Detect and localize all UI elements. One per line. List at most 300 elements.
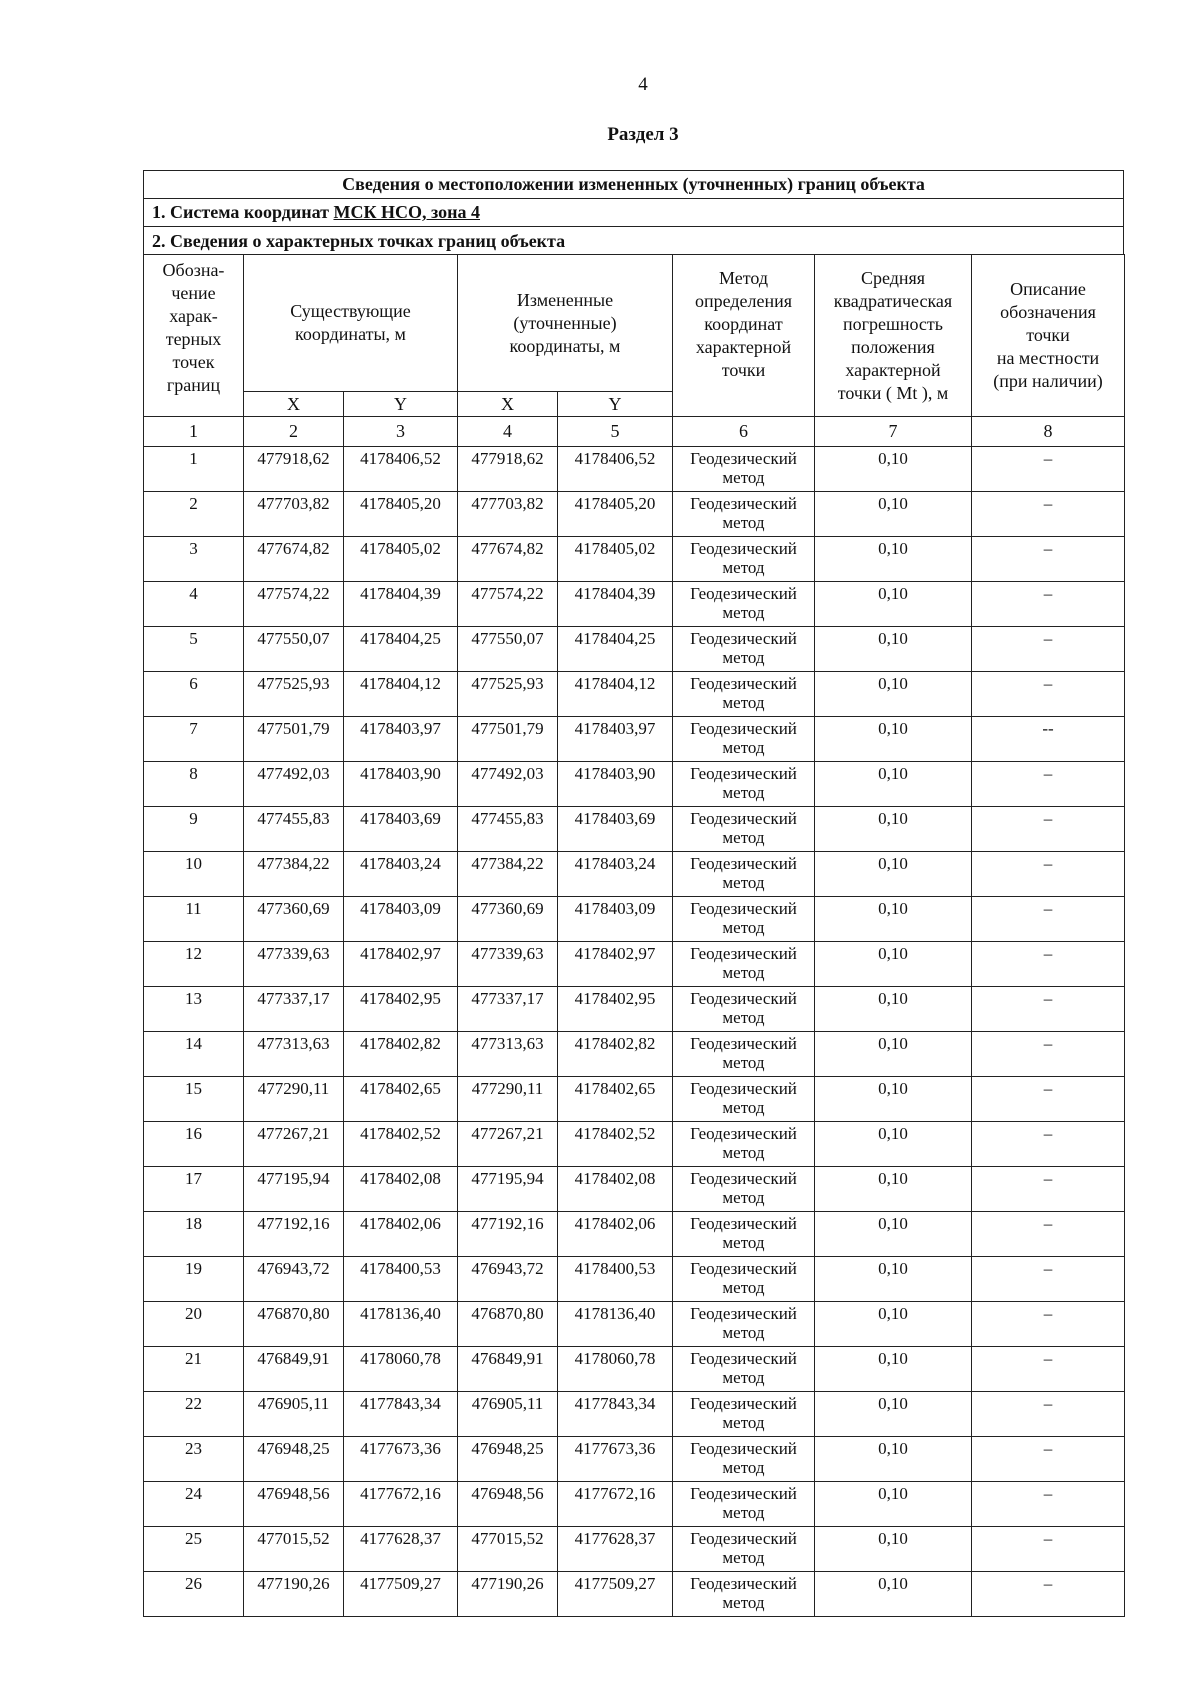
changed-y: 4178403,69: [558, 807, 673, 852]
header-method: [673, 255, 815, 417]
mean-error: 0,10: [815, 672, 972, 717]
header-line: (при наличии): [993, 371, 1103, 391]
point-description: –: [972, 942, 1125, 987]
existing-y: 4178403,97: [344, 717, 458, 762]
method-line: метод: [722, 1413, 765, 1432]
existing-x: 477501,79: [244, 717, 344, 762]
header-line: чение: [171, 283, 216, 303]
point-description: –: [972, 1077, 1125, 1122]
method-line: Геодезический: [690, 494, 797, 513]
point-number: 26: [144, 1572, 244, 1617]
header-line: Средняя: [860, 268, 926, 288]
method-line: Геодезический: [690, 1439, 797, 1458]
method: [673, 717, 815, 762]
coord-system-label: 1. Система координат: [152, 202, 329, 222]
mean-error: 0,10: [815, 942, 972, 987]
method: [673, 1257, 815, 1302]
point-number: 16: [144, 1122, 244, 1167]
section-title: Раздел 3: [607, 124, 679, 145]
header-existing-coords: [244, 255, 458, 392]
existing-x: 476849,91: [244, 1347, 344, 1392]
existing-y: 4178405,02: [344, 537, 458, 582]
point-description: –: [972, 582, 1125, 627]
point-description: –: [972, 1167, 1125, 1212]
changed-y: 4178400,53: [558, 1257, 673, 1302]
changed-x: 476948,56: [458, 1482, 558, 1527]
existing-x: 477267,21: [244, 1122, 344, 1167]
method: [673, 762, 815, 807]
existing-y: 4178405,20: [344, 492, 458, 537]
changed-y: 4178405,20: [558, 492, 673, 537]
existing-x: 477015,52: [244, 1527, 344, 1572]
changed-y: 4178403,90: [558, 762, 673, 807]
existing-y: 4178402,65: [344, 1077, 458, 1122]
existing-y: 4177843,34: [344, 1392, 458, 1437]
existing-y: 4177628,37: [344, 1527, 458, 1572]
method-line: метод: [722, 1323, 765, 1342]
header-line: обозначения: [1000, 302, 1096, 322]
method-line: Геодезический: [690, 1259, 797, 1278]
method-line: метод: [722, 963, 765, 982]
method-line: Геодезический: [690, 944, 797, 963]
point-number: 8: [144, 762, 244, 807]
column-number: 8: [972, 417, 1125, 447]
table-row: [144, 717, 1125, 762]
point-description: –: [972, 1212, 1125, 1257]
method-line: метод: [722, 1368, 765, 1387]
mean-error: 0,10: [815, 762, 972, 807]
method-line: Геодезический: [690, 1484, 797, 1503]
method-line: Геодезический: [690, 1169, 797, 1188]
changed-y: 4178406,52: [558, 447, 673, 492]
changed-x: 477267,21: [458, 1122, 558, 1167]
existing-y: 4178402,06: [344, 1212, 458, 1257]
method: [673, 1482, 815, 1527]
point-number: 6: [144, 672, 244, 717]
changed-y: 4178402,52: [558, 1122, 673, 1167]
table-row: [144, 1347, 1125, 1392]
point-number: 20: [144, 1302, 244, 1347]
mean-error: 0,10: [815, 1572, 972, 1617]
header-line: координаты, м: [295, 324, 406, 344]
existing-x: 476905,11: [244, 1392, 344, 1437]
header-line: точки: [1026, 325, 1070, 345]
column-number: 5: [558, 417, 673, 447]
mean-error: 0,10: [815, 1527, 972, 1572]
existing-y: 4178402,82: [344, 1032, 458, 1077]
method-line: Геодезический: [690, 539, 797, 558]
method: [673, 672, 815, 717]
changed-y: 4177843,34: [558, 1392, 673, 1437]
table-row: [144, 1437, 1125, 1482]
point-number: 24: [144, 1482, 244, 1527]
existing-x: 477550,07: [244, 627, 344, 672]
existing-x: 477190,26: [244, 1572, 344, 1617]
header-point-designation: [144, 255, 244, 417]
existing-x: 477384,22: [244, 852, 344, 897]
point-description: –: [972, 897, 1125, 942]
point-number: 18: [144, 1212, 244, 1257]
method: [673, 537, 815, 582]
point-description: –: [972, 1122, 1125, 1167]
table-row: [144, 987, 1125, 1032]
mean-error: 0,10: [815, 717, 972, 762]
header-line: характерной: [845, 360, 941, 380]
changed-y: 4177628,37: [558, 1527, 673, 1572]
method-line: метод: [722, 1503, 765, 1522]
method: [673, 627, 815, 672]
point-number: 17: [144, 1167, 244, 1212]
method-line: метод: [722, 693, 765, 712]
point-description: –: [972, 1437, 1125, 1482]
changed-y: 4178402,06: [558, 1212, 673, 1257]
existing-y: 4178404,25: [344, 627, 458, 672]
method-line: Геодезический: [690, 1394, 797, 1413]
method-line: метод: [722, 1278, 765, 1297]
point-number: 3: [144, 537, 244, 582]
method-line: метод: [722, 648, 765, 667]
existing-y: 4178400,53: [344, 1257, 458, 1302]
mean-error: 0,10: [815, 987, 972, 1032]
mean-error: 0,10: [815, 627, 972, 672]
header-line: Существующие: [290, 301, 411, 321]
points-table: [143, 254, 1125, 1617]
method-line: метод: [722, 828, 765, 847]
existing-y: 4178404,12: [344, 672, 458, 717]
point-number: 25: [144, 1527, 244, 1572]
changed-x: 476948,25: [458, 1437, 558, 1482]
point-description: –: [972, 1347, 1125, 1392]
table-row: [144, 492, 1125, 537]
table-row: [144, 1257, 1125, 1302]
changed-x: 477195,94: [458, 1167, 558, 1212]
existing-x: 477313,63: [244, 1032, 344, 1077]
column-number: 7: [815, 417, 972, 447]
mean-error: 0,10: [815, 582, 972, 627]
header-changed-coords: [458, 255, 673, 392]
method: [673, 897, 815, 942]
method: [673, 987, 815, 1032]
method: [673, 1437, 815, 1482]
point-number: 14: [144, 1032, 244, 1077]
header-x-changed: X: [458, 392, 558, 417]
method-line: Геодезический: [690, 1034, 797, 1053]
existing-y: 4178403,24: [344, 852, 458, 897]
changed-x: 477192,16: [458, 1212, 558, 1257]
existing-y: 4178406,52: [344, 447, 458, 492]
method-line: метод: [722, 918, 765, 937]
changed-y: 4178136,40: [558, 1302, 673, 1347]
header-y-existing: Y: [344, 392, 458, 417]
changed-y: 4178402,82: [558, 1032, 673, 1077]
point-description: –: [972, 1527, 1125, 1572]
existing-y: 4177673,36: [344, 1437, 458, 1482]
mean-error: 0,10: [815, 1212, 972, 1257]
method-line: метод: [722, 1458, 765, 1477]
method-line: Геодезический: [690, 1124, 797, 1143]
changed-x: 477384,22: [458, 852, 558, 897]
existing-x: 477703,82: [244, 492, 344, 537]
existing-y: 4177509,27: [344, 1572, 458, 1617]
method-line: метод: [722, 1233, 765, 1252]
existing-y: 4178403,09: [344, 897, 458, 942]
point-number: 21: [144, 1347, 244, 1392]
method: [673, 1527, 815, 1572]
changed-x: 477918,62: [458, 447, 558, 492]
method: [673, 1212, 815, 1257]
method: [673, 582, 815, 627]
table-row: [144, 1392, 1125, 1437]
mean-error: 0,10: [815, 852, 972, 897]
changed-x: 477455,83: [458, 807, 558, 852]
page-number: 4: [638, 74, 648, 95]
changed-y: 4178402,08: [558, 1167, 673, 1212]
method-line: Геодезический: [690, 854, 797, 873]
existing-y: 4178402,97: [344, 942, 458, 987]
header-line: точек: [172, 352, 215, 372]
header-mean-error: [815, 255, 972, 417]
mean-error: 0,10: [815, 897, 972, 942]
changed-y: 4178403,09: [558, 897, 673, 942]
mean-error: 0,10: [815, 1392, 972, 1437]
table-row: [144, 447, 1125, 492]
point-description: --: [972, 717, 1125, 762]
method: [673, 1077, 815, 1122]
point-number: 10: [144, 852, 244, 897]
changed-y: 4178402,65: [558, 1077, 673, 1122]
point-number: 5: [144, 627, 244, 672]
point-number: 4: [144, 582, 244, 627]
method: [673, 1167, 815, 1212]
changed-x: 477337,17: [458, 987, 558, 1032]
method-line: метод: [722, 738, 765, 757]
header-line: точки: [721, 360, 766, 380]
method-line: Геодезический: [690, 449, 797, 468]
point-description: –: [972, 1032, 1125, 1077]
existing-x: 477574,22: [244, 582, 344, 627]
point-number: 23: [144, 1437, 244, 1482]
mean-error: 0,10: [815, 1032, 972, 1077]
changed-x: 477550,07: [458, 627, 558, 672]
method-line: Геодезический: [690, 719, 797, 738]
point-description: –: [972, 627, 1125, 672]
method: [673, 447, 815, 492]
column-number: 2: [244, 417, 344, 447]
header-line: харак-: [169, 306, 218, 326]
column-number-row: [144, 417, 1125, 447]
header-line: Обозна-: [162, 260, 225, 280]
table-row: [144, 1302, 1125, 1347]
header-line: (уточненные): [513, 312, 617, 333]
existing-x: 477337,17: [244, 987, 344, 1032]
header-row: [144, 255, 1125, 392]
column-number: 4: [458, 417, 558, 447]
existing-x: 477290,11: [244, 1077, 344, 1122]
existing-x: 477360,69: [244, 897, 344, 942]
changed-x: 477339,63: [458, 942, 558, 987]
method: [673, 1392, 815, 1437]
changed-x: 476905,11: [458, 1392, 558, 1437]
method-line: Геодезический: [690, 809, 797, 828]
point-description: –: [972, 447, 1125, 492]
existing-x: 477492,03: [244, 762, 344, 807]
changed-y: 4178402,97: [558, 942, 673, 987]
method-line: Геодезический: [690, 899, 797, 918]
changed-y: 4178404,25: [558, 627, 673, 672]
changed-y: 4178402,95: [558, 987, 673, 1032]
table-row: [144, 852, 1125, 897]
method: [673, 852, 815, 897]
mean-error: 0,10: [815, 492, 972, 537]
table-row: [144, 627, 1125, 672]
column-number: 6: [673, 417, 815, 447]
mean-error: 0,10: [815, 807, 972, 852]
table-row: [144, 1167, 1125, 1212]
coord-system-line: [143, 198, 1124, 226]
existing-y: 4178403,69: [344, 807, 458, 852]
existing-x: 477339,63: [244, 942, 344, 987]
changed-y: 4177673,36: [558, 1437, 673, 1482]
changed-x: 477290,11: [458, 1077, 558, 1122]
existing-x: 476948,25: [244, 1437, 344, 1482]
method-line: метод: [722, 1008, 765, 1027]
method: [673, 807, 815, 852]
mean-error: 0,10: [815, 537, 972, 582]
existing-y: 4178060,78: [344, 1347, 458, 1392]
header-line: Описание: [1010, 279, 1086, 299]
header-y-changed: Y: [558, 392, 673, 417]
point-description: –: [972, 1482, 1125, 1527]
existing-x: 477455,83: [244, 807, 344, 852]
mean-error: 0,10: [815, 447, 972, 492]
point-description: –: [972, 987, 1125, 1032]
method-line: метод: [722, 1143, 765, 1162]
header-line: на местности: [996, 348, 1100, 368]
existing-x: 477525,93: [244, 672, 344, 717]
changed-x: 477501,79: [458, 717, 558, 762]
header-x-existing: X: [244, 392, 344, 417]
mean-error: 0,10: [815, 1257, 972, 1302]
table-row: [144, 942, 1125, 987]
changed-x: 477703,82: [458, 492, 558, 537]
table-row: [144, 1032, 1125, 1077]
column-number: 3: [344, 417, 458, 447]
changed-x: 477190,26: [458, 1572, 558, 1617]
table-row: [144, 1122, 1125, 1167]
existing-y: 4177672,16: [344, 1482, 458, 1527]
method-line: Геодезический: [690, 989, 797, 1008]
changed-x: 477313,63: [458, 1032, 558, 1077]
changed-x: 477574,22: [458, 582, 558, 627]
header-line: погрешность: [842, 314, 943, 334]
point-description: –: [972, 1302, 1125, 1347]
header-line: терных: [165, 329, 222, 349]
changed-x: 476870,80: [458, 1302, 558, 1347]
point-description: –: [972, 1257, 1125, 1302]
method: [673, 1347, 815, 1392]
point-description: –: [972, 762, 1125, 807]
existing-x: 477674,82: [244, 537, 344, 582]
table-row: [144, 762, 1125, 807]
changed-y: 4178403,24: [558, 852, 673, 897]
point-number: 13: [144, 987, 244, 1032]
changed-x: 477525,93: [458, 672, 558, 717]
point-number: 9: [144, 807, 244, 852]
method: [673, 1302, 815, 1347]
existing-x: 476948,56: [244, 1482, 344, 1527]
method-line: Геодезический: [690, 584, 797, 603]
method: [673, 492, 815, 537]
coord-system-value: МСК НСО, зона 4: [333, 202, 481, 222]
existing-x: 476943,72: [244, 1257, 344, 1302]
table-row: [144, 897, 1125, 942]
point-number: 11: [144, 897, 244, 942]
header-line: определения: [694, 291, 793, 311]
method-line: метод: [722, 603, 765, 622]
method-line: Геодезический: [690, 1214, 797, 1233]
point-description: –: [972, 537, 1125, 582]
point-description: –: [972, 807, 1125, 852]
header-description: [972, 255, 1125, 417]
method-line: метод: [722, 1548, 765, 1567]
header-line: квадратическая: [833, 291, 953, 311]
point-number: 2: [144, 492, 244, 537]
table-row: [144, 807, 1125, 852]
header-line: Метод: [718, 268, 769, 288]
changed-y: 4178060,78: [558, 1347, 673, 1392]
point-description: –: [972, 672, 1125, 717]
table-row: [144, 1572, 1125, 1617]
table-row: [144, 537, 1125, 582]
changed-y: 4177672,16: [558, 1482, 673, 1527]
method-line: Геодезический: [690, 1349, 797, 1368]
method: [673, 942, 815, 987]
method-line: Геодезический: [690, 764, 797, 783]
method-line: метод: [722, 513, 765, 532]
existing-y: 4178404,39: [344, 582, 458, 627]
changed-x: 477360,69: [458, 897, 558, 942]
header-line: характерной: [695, 337, 792, 357]
point-number: 15: [144, 1077, 244, 1122]
changed-y: 4177509,27: [558, 1572, 673, 1617]
header-line: точки ( Mt ), м: [837, 383, 949, 403]
boundary-table-frame: [143, 170, 1124, 1617]
method-line: метод: [722, 783, 765, 802]
header-line: Измененные: [516, 289, 614, 310]
header-line: положения: [851, 337, 935, 357]
mean-error: 0,10: [815, 1302, 972, 1347]
method: [673, 1572, 815, 1617]
point-number: 12: [144, 942, 244, 987]
method-line: Геодезический: [690, 1529, 797, 1548]
table-row: [144, 1077, 1125, 1122]
point-number: 1: [144, 447, 244, 492]
column-number: 1: [144, 417, 244, 447]
changed-x: 477674,82: [458, 537, 558, 582]
changed-x: 477015,52: [458, 1527, 558, 1572]
existing-x: 477192,16: [244, 1212, 344, 1257]
table-row: [144, 1527, 1125, 1572]
changed-x: 477492,03: [458, 762, 558, 807]
method: [673, 1032, 815, 1077]
table-row: [144, 672, 1125, 717]
mean-error: 0,10: [815, 1482, 972, 1527]
method-line: метод: [722, 1593, 765, 1612]
changed-x: 476943,72: [458, 1257, 558, 1302]
table-row: [144, 1212, 1125, 1257]
table-row: [144, 582, 1125, 627]
changed-y: 4178404,12: [558, 672, 673, 717]
